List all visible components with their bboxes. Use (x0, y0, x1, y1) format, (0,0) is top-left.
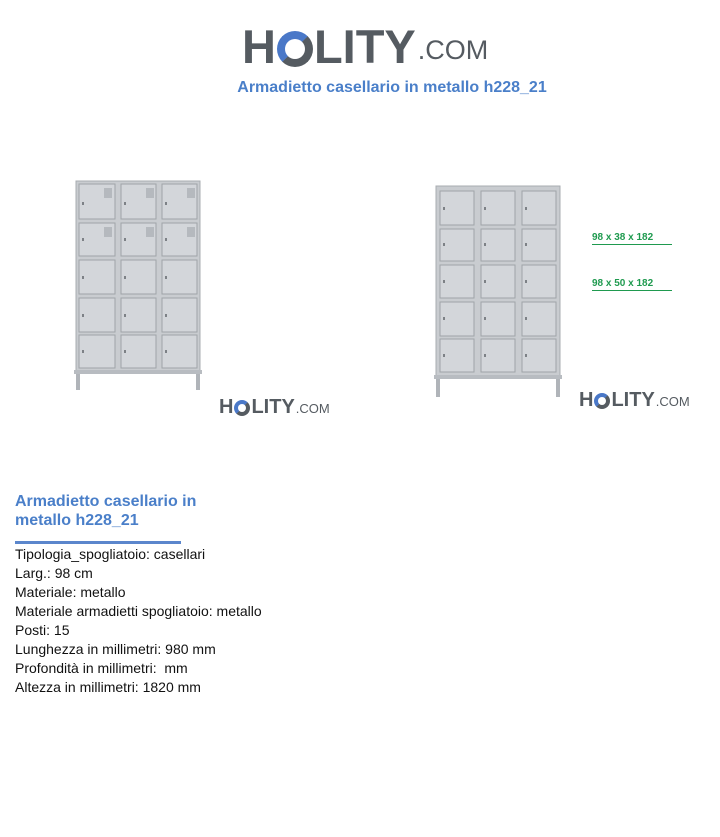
dimension-label: 98 x 38 x 182 (592, 232, 672, 245)
spec-item: Posti: 15 (15, 622, 70, 638)
logo-letters: LITY (611, 389, 655, 411)
logo-ring-icon (594, 393, 610, 409)
spec-item: Tipologia_spogliatoio: casellari (15, 546, 206, 562)
logo-letter-h: H (579, 389, 594, 411)
product-title: Armadietto casellario in metallo h228_21 (15, 493, 197, 529)
logo-domain: .COM (417, 35, 489, 65)
logo-ring-icon (234, 400, 250, 416)
spec-item: Materiale armadietti spogliatoio: metallo (15, 603, 262, 619)
spec-item: Lunghezza in millimetri: 980 mm (15, 641, 216, 657)
logo-letters: LITY (251, 396, 295, 418)
holity-logo-small (219, 397, 330, 417)
holity-logo-small (579, 390, 690, 410)
logo-ring-icon (277, 31, 313, 67)
locker-image-front (74, 180, 202, 392)
page-title: Armadietto casellario in metallo h228_21 (237, 79, 547, 96)
logo-domain: .COM (295, 401, 330, 416)
logo-letter-h: H (242, 20, 276, 73)
spec-item: Larg.: 98 cm (15, 565, 93, 581)
holity-logo[interactable] (242, 14, 489, 73)
spec-item: Altezza in millimetri: 1820 mm (15, 679, 201, 695)
spec-item: Materiale: metallo (15, 584, 126, 600)
logo-domain: .COM (655, 394, 690, 409)
title-underline (15, 541, 181, 544)
logo-letter-h: H (219, 396, 234, 418)
locker-image-dimensions (434, 185, 562, 399)
spec-list (15, 545, 262, 697)
logo-letters: LITY (313, 20, 416, 73)
spec-item: Profondità in millimetri: mm (15, 660, 188, 676)
dimension-label: 98 x 50 x 182 (592, 278, 672, 291)
